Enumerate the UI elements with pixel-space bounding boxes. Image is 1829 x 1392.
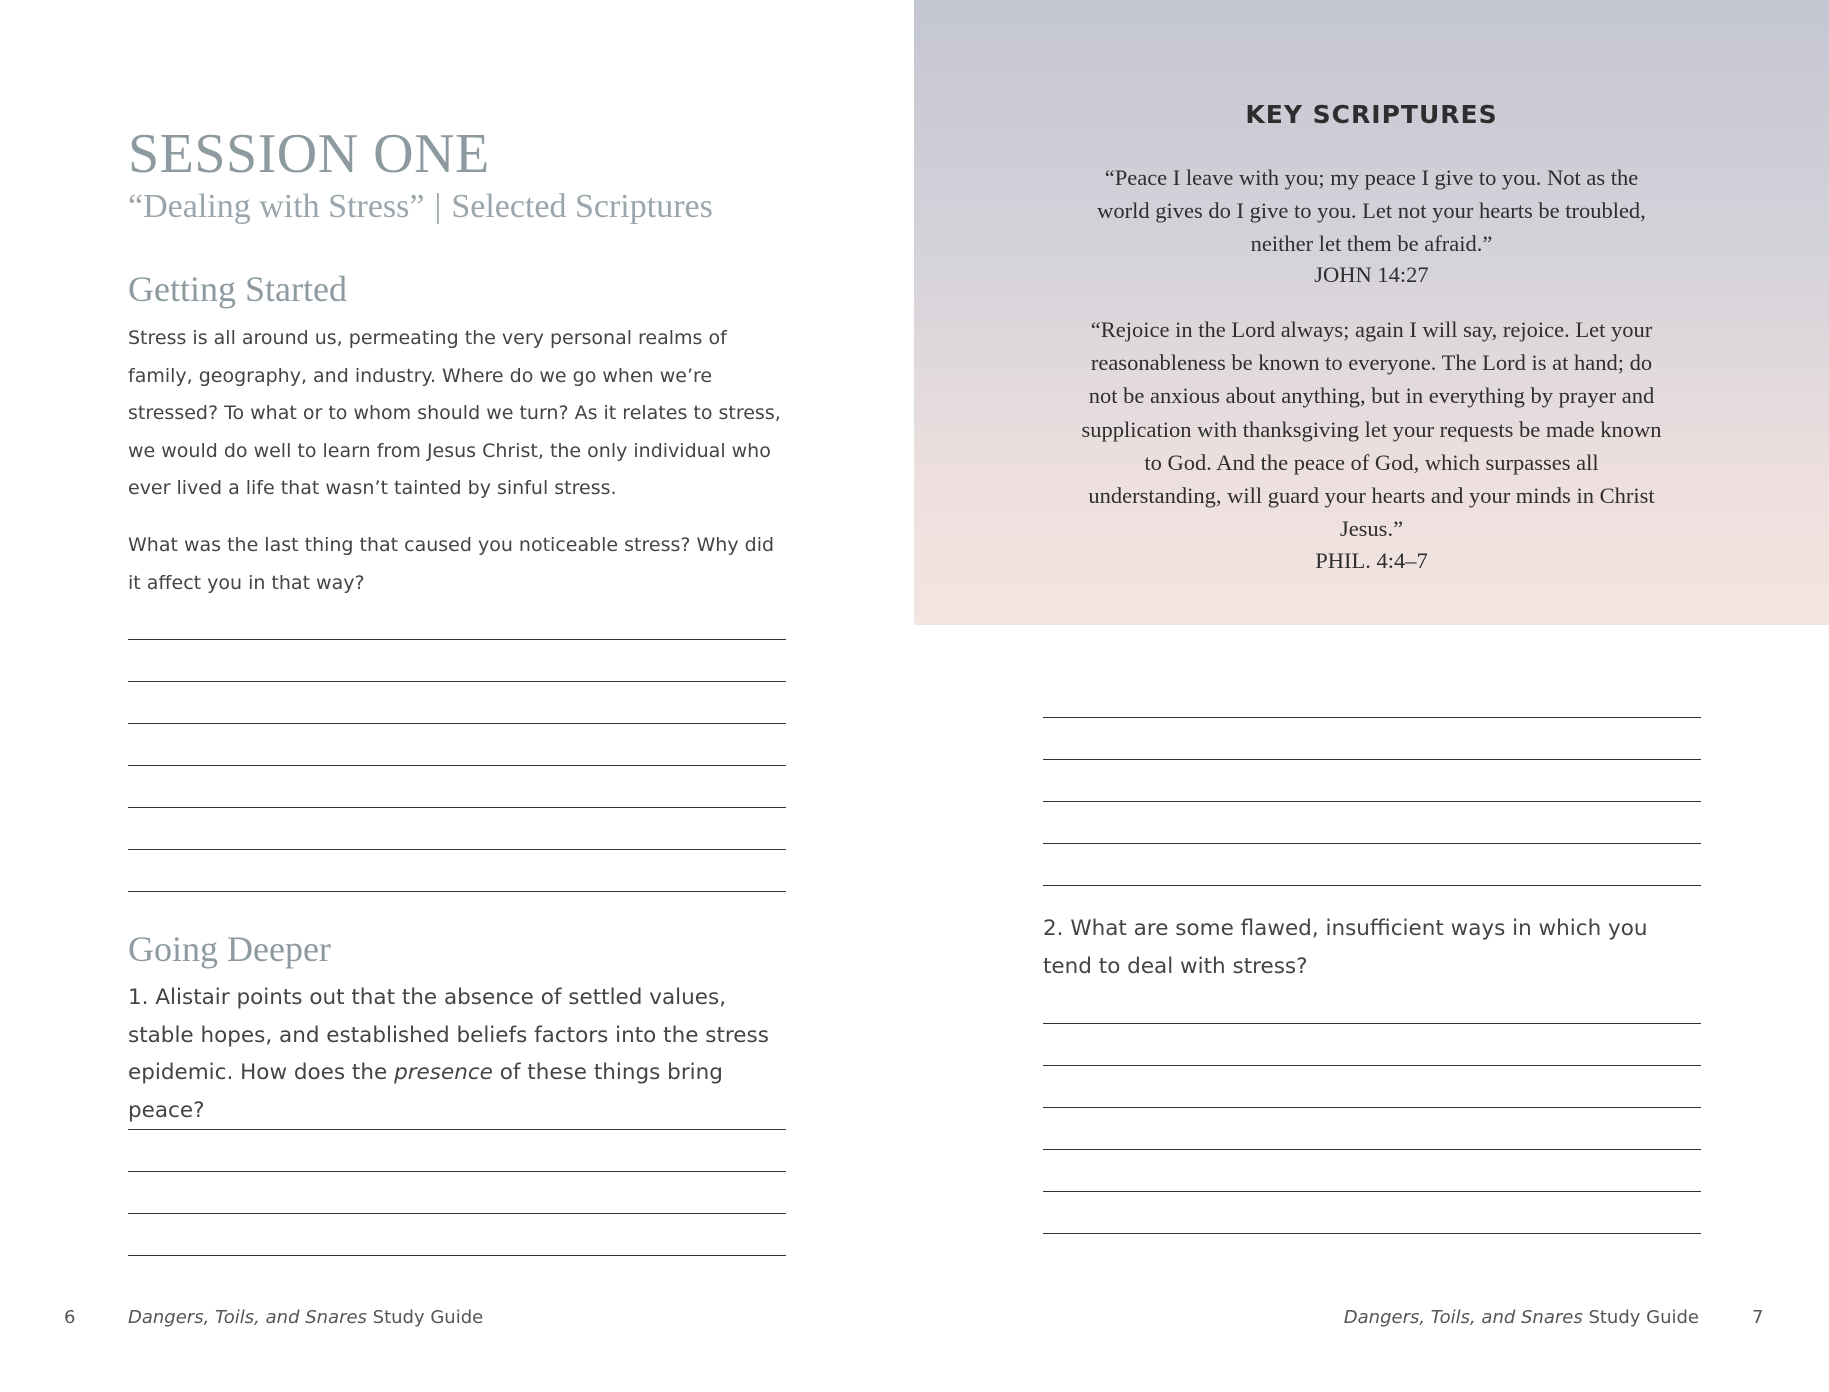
answer-line[interactable] — [128, 765, 786, 766]
getting-started-heading: Getting Started — [128, 269, 347, 309]
session-subtitle — [128, 188, 713, 226]
scripture-verse-2: “Rejoice in the Lord always; again I will say, rejoice. Let your reasonableness be known to everyone. The Lord is at hand; do not be anxious about anything, but in everything by prayer and supplication with thanksgiving let your requests be made known to God. And the peace of God, which surpasses all understanding, will guard your hearts and your minds in Christ Jesus.” — [1081, 317, 1662, 542]
going-deeper-heading: Going Deeper — [128, 929, 331, 969]
answer-line[interactable] — [128, 1129, 786, 1130]
getting-started-paragraph: Stress is all around us, permeating the very personal realms of family, geography, and industry. Where do we go when we’re stressed? To what or to whom should we turn? As it relates to stress, we would do well to learn from Jesus Christ, the only individual who ever lived a life that wasn’t tainted by sinful stress. — [128, 327, 781, 499]
key-scriptures-heading: KEY SCRIPTURES — [1245, 100, 1498, 129]
answer-line[interactable] — [1043, 1107, 1701, 1108]
answer-line[interactable] — [128, 1255, 786, 1256]
answer-line[interactable] — [1043, 801, 1701, 802]
answer-line[interactable] — [128, 723, 786, 724]
subtitle-passage: Selected Scriptures — [451, 188, 713, 225]
getting-started-question: What was the last thing that caused you noticeable stress? Why did it affect you in that way? — [128, 534, 775, 594]
going-deeper-question-2: 2. What are some flawed, insufficient ways in which you tend to deal with stress? — [1043, 916, 1648, 979]
footer-suffix: Study Guide — [1582, 1307, 1699, 1328]
subtitle-quote: “Dealing with Stress” — [128, 188, 425, 225]
scripture-ref-1: JOHN 14:27 — [1314, 262, 1429, 287]
answer-line[interactable] — [1043, 885, 1701, 886]
answer-line[interactable] — [128, 639, 786, 640]
scripture-verse-1: “Peace I leave with you; my peace I give to you. Not as the world gives do I give to you. Let not your hearts be troubled, neither let them be afraid.” — [1097, 165, 1646, 257]
answer-line[interactable] — [1043, 717, 1701, 718]
answer-line[interactable] — [128, 1171, 786, 1172]
answer-line[interactable] — [1043, 1149, 1701, 1150]
footer-page-number-right: 7 — [1752, 1307, 1764, 1328]
answer-line[interactable] — [128, 1213, 786, 1214]
answer-line[interactable] — [1043, 759, 1701, 760]
question-1-text: 1. Alistair points out that the absence of settled values, stable hopes, and established beliefs factors into the stress epidemic. How does the — [128, 985, 769, 1085]
answer-line[interactable] — [128, 849, 786, 850]
going-deeper-question-1 — [128, 979, 786, 1129]
footer-book-name: Dangers, Toils, and Snares — [1343, 1307, 1583, 1328]
answer-line[interactable] — [1043, 843, 1701, 844]
answer-line[interactable] — [1043, 1023, 1701, 1024]
footer-suffix: Study Guide — [366, 1307, 484, 1328]
question-1-text-end: of these things bring peace? — [128, 1060, 723, 1123]
answer-line[interactable] — [128, 681, 786, 682]
footer-book-title-left — [128, 1307, 483, 1328]
answer-line[interactable] — [1043, 1233, 1701, 1234]
footer-page-number-left: 6 — [64, 1307, 76, 1328]
answer-line[interactable] — [128, 807, 786, 808]
scripture-ref-2: PHIL. 4:4–7 — [1315, 548, 1428, 573]
footer-book-title-right — [1344, 1307, 1699, 1328]
key-scriptures-panel — [914, 0, 1829, 625]
footer-book-name: Dangers, Toils, and Snares — [128, 1307, 367, 1328]
session-title: SESSION ONE — [128, 123, 490, 185]
answer-line[interactable] — [1043, 1191, 1701, 1192]
answer-line[interactable] — [1043, 1065, 1701, 1066]
question-1-emphasis: presence — [394, 1060, 493, 1085]
subtitle-separator: | — [434, 188, 442, 225]
answer-line[interactable] — [128, 891, 786, 892]
